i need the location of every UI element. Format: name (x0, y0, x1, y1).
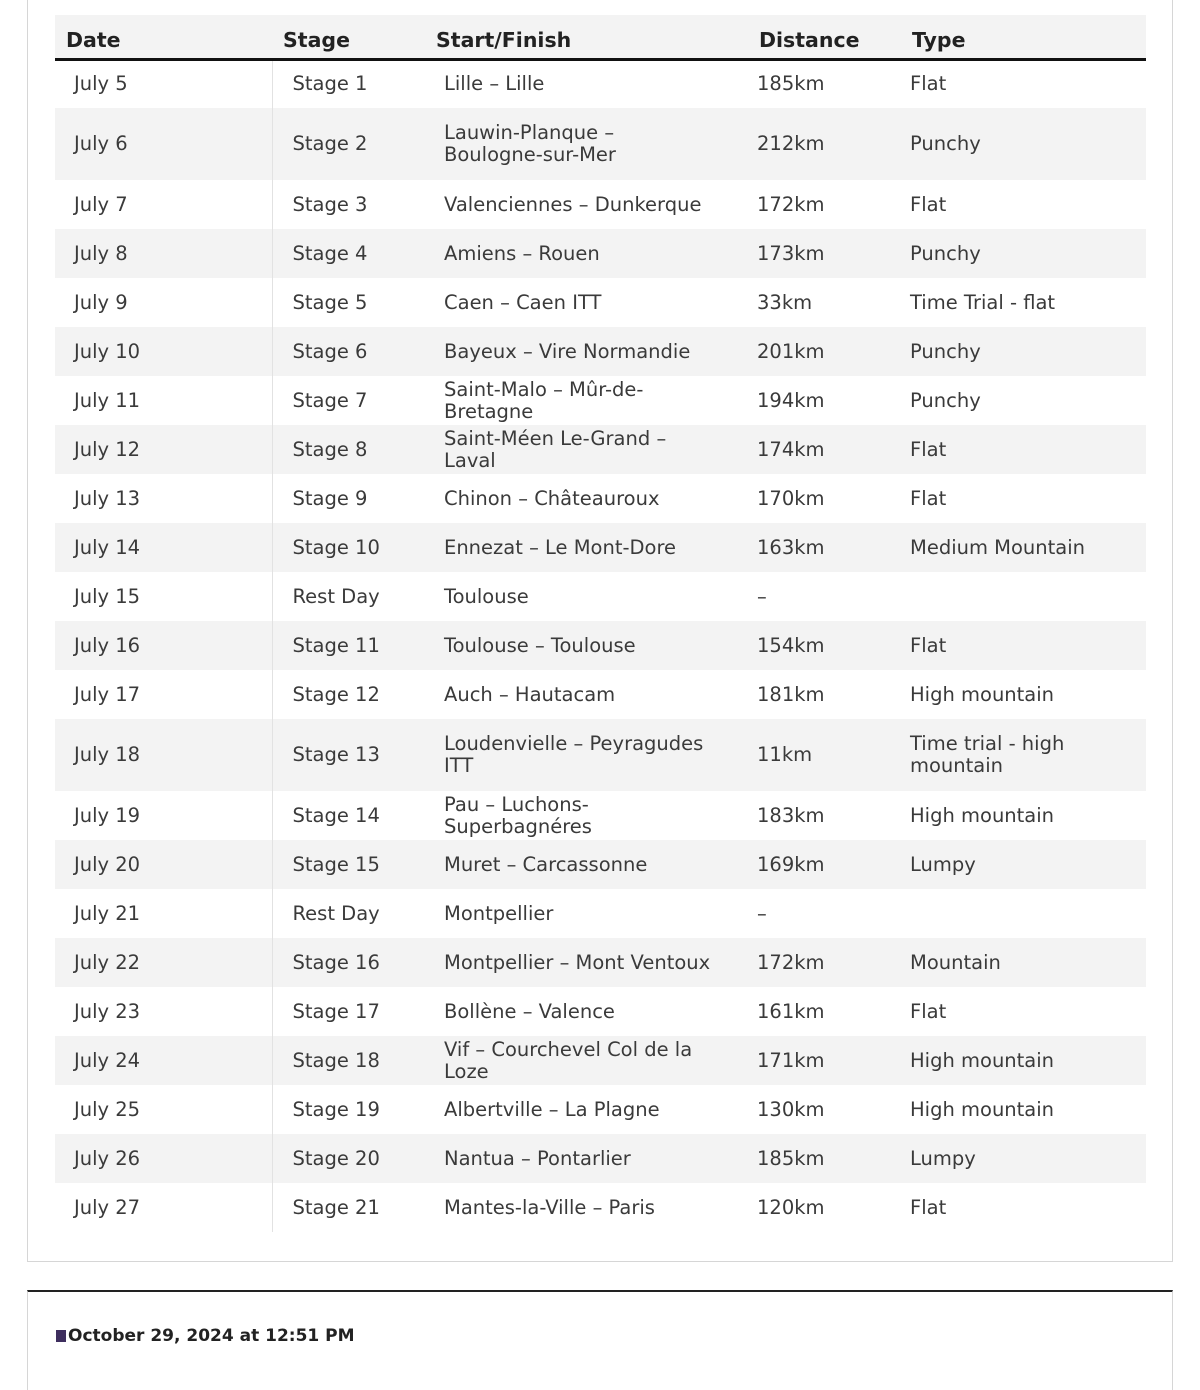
cell-date: July 20 (55, 840, 272, 889)
cell-date: July 17 (55, 670, 272, 719)
cell-date: July 19 (55, 791, 272, 840)
table-row (55, 1036, 1146, 1085)
header-date: Date (55, 15, 272, 59)
cell-type: Flat (910, 1195, 947, 1219)
cell-start-finish: Amiens – Rouen (425, 229, 748, 278)
comment-meta (56, 1326, 355, 1346)
cell-date: July 5 (55, 59, 272, 108)
cell-start-finish: Valenciennes – Dunkerque (444, 192, 702, 216)
cell-distance: 171km (748, 1036, 901, 1085)
cell-distance: 130km (757, 1097, 825, 1121)
cell-stage: Stage 5 (292, 290, 368, 314)
cell-distance: 154km (748, 621, 901, 670)
cell-type (901, 889, 1146, 938)
cell-stage: Stage 12 (292, 682, 380, 706)
cell-date: July 23 (55, 987, 272, 1036)
cell-start-finish: Vif – Courchevel Col de la Loze (425, 1036, 748, 1085)
cell-stage: Stage 17 (292, 999, 380, 1023)
cell-type: Flat (910, 999, 947, 1023)
table-row (55, 108, 1146, 180)
cell-date: July 15 (55, 572, 272, 621)
cell-stage: Stage 7 (292, 388, 368, 412)
cell-type (901, 572, 1146, 621)
cell-stage: Stage 6 (272, 327, 425, 376)
cell-type: Flat (910, 72, 947, 96)
cell-date: July 14 (55, 523, 272, 572)
cell-date: July 18 (55, 719, 272, 791)
cell-distance: 181km (757, 682, 825, 706)
cell-start-finish: Bayeux – Vire Normandie (425, 327, 748, 376)
cell-distance: 201km (748, 327, 901, 376)
table-row (55, 1134, 1146, 1183)
cell-stage: Stage 21 (292, 1195, 380, 1219)
cell-date: July 22 (55, 938, 272, 987)
cell-distance: – (757, 584, 767, 608)
cell-type: High mountain (910, 1097, 1055, 1121)
cell-start-finish: Chinon – Châteauroux (444, 486, 660, 510)
cell-date: July 8 (55, 229, 272, 278)
cell-start-finish: Lauwin-Planque – Boulogne-sur-Mer (425, 108, 748, 180)
header-type: Type (901, 15, 1146, 59)
cell-distance: 173km (748, 229, 901, 278)
table-row (55, 327, 1146, 376)
cell-stage: Stage 8 (272, 425, 425, 474)
comment-date[interactable]: October 29, 2024 at 12:51 PM (68, 1326, 355, 1346)
table-row (55, 425, 1146, 474)
cell-start-finish: Montpellier (444, 901, 554, 925)
table-row (55, 278, 1146, 327)
cell-date: July 13 (55, 474, 272, 523)
cell-start-finish: Auch – Hautacam (444, 682, 616, 706)
table-row (55, 572, 1146, 621)
cell-date: July 12 (55, 425, 272, 474)
cell-stage: Stage 11 (272, 621, 425, 670)
comment-marker-icon (56, 1330, 66, 1342)
cell-stage: Stage 2 (272, 108, 425, 180)
cell-start-finish: Montpellier – Mont Ventoux (425, 938, 748, 987)
cell-type: Lumpy (901, 1134, 1146, 1183)
cell-date: July 25 (55, 1085, 272, 1134)
cell-distance: – (757, 901, 767, 925)
cell-type: High mountain (901, 1036, 1146, 1085)
cell-stage: Stage 15 (272, 840, 425, 889)
cell-distance: 169km (748, 840, 901, 889)
cell-date: July 10 (55, 327, 272, 376)
cell-stage: Stage 20 (272, 1134, 425, 1183)
table-row (55, 474, 1146, 523)
table-body (55, 59, 1146, 1232)
table-row (55, 621, 1146, 670)
table-header-row (55, 15, 1146, 59)
cell-start-finish: Pau – Luchons-Superbagnéres (444, 792, 592, 838)
cell-type: Punchy (901, 327, 1146, 376)
table-row (55, 670, 1146, 719)
header-stage: Stage (272, 15, 425, 59)
table-row (55, 523, 1146, 572)
table-row (55, 791, 1146, 840)
cell-start-finish: Albertville – La Plagne (444, 1097, 660, 1121)
cell-type: Punchy (901, 108, 1146, 180)
cell-distance: 33km (757, 290, 813, 314)
cell-start-finish: Bollène – Valence (444, 999, 615, 1023)
cell-start-finish: Mantes-la-Ville – Paris (444, 1195, 655, 1219)
cell-date: July 6 (55, 108, 272, 180)
cell-type: High mountain (910, 803, 1055, 827)
cell-distance: 161km (757, 999, 825, 1023)
cell-distance: 172km (757, 192, 825, 216)
cell-stage: Stage 10 (272, 523, 425, 572)
cell-distance: 212km (748, 108, 901, 180)
cell-start-finish: Toulouse (444, 584, 529, 608)
cell-date: July 26 (55, 1134, 272, 1183)
table-row (55, 1085, 1146, 1134)
cell-type: Punchy (901, 229, 1146, 278)
cell-date: July 11 (55, 376, 272, 425)
header-distance: Distance (748, 15, 901, 59)
table-row (55, 719, 1146, 791)
cell-date: July 21 (55, 889, 272, 938)
cell-type: Flat (910, 486, 947, 510)
stage-schedule-table (55, 15, 1146, 1232)
cell-type: Time Trial - flat (910, 290, 1056, 314)
cell-stage: Rest Day (292, 901, 380, 925)
cell-distance: 11km (748, 719, 901, 791)
cell-type: Flat (910, 192, 947, 216)
cell-type: Flat (901, 621, 1146, 670)
table-row (55, 840, 1146, 889)
cell-date: July 7 (55, 180, 272, 229)
table-row (55, 180, 1146, 229)
cell-date: July 16 (55, 621, 272, 670)
cell-date: July 9 (55, 278, 272, 327)
cell-date: July 24 (55, 1036, 272, 1085)
cell-distance: 172km (748, 938, 901, 987)
cell-stage: Stage 3 (292, 192, 368, 216)
cell-start-finish: Ennezat – Le Mont-Dore (425, 523, 748, 572)
cell-start-finish: Lille – Lille (444, 72, 545, 96)
cell-distance: 163km (748, 523, 901, 572)
cell-distance: 183km (757, 803, 825, 827)
cell-start-finish: Nantua – Pontarlier (425, 1134, 748, 1183)
cell-type: Punchy (910, 388, 981, 412)
cell-stage: Stage 1 (292, 72, 368, 96)
table-row (55, 889, 1146, 938)
cell-distance: 170km (757, 486, 825, 510)
cell-start-finish: Loudenvielle – Peyragudes ITT (425, 719, 748, 791)
cell-start-finish: Caen – Caen ITT (444, 290, 602, 314)
cell-type: Medium Mountain (901, 523, 1146, 572)
cell-stage: Stage 16 (272, 938, 425, 987)
cell-stage: Stage 9 (292, 486, 368, 510)
cell-start-finish: Saint-Méen Le-Grand – Laval (425, 425, 748, 474)
cell-distance: 194km (757, 388, 825, 412)
cell-distance: 185km (757, 72, 825, 96)
cell-stage: Stage 13 (272, 719, 425, 791)
cell-type: Lumpy (901, 840, 1146, 889)
cell-date: July 27 (55, 1183, 272, 1232)
cell-type: Time trial - high mountain (901, 719, 1146, 791)
table-row (55, 1183, 1146, 1232)
table-row (55, 229, 1146, 278)
cell-start-finish: Saint-Malo – Mûr-de-Bretagne (444, 377, 644, 423)
cell-distance: 174km (748, 425, 901, 474)
cell-type: Mountain (901, 938, 1146, 987)
cell-stage: Stage 18 (272, 1036, 425, 1085)
table-row (55, 376, 1146, 425)
cell-distance: 120km (757, 1195, 825, 1219)
comment-box (27, 1290, 1173, 1390)
cell-type: Flat (901, 425, 1146, 474)
cell-stage: Stage 19 (292, 1097, 380, 1121)
table-row (55, 987, 1146, 1036)
cell-distance: 185km (748, 1134, 901, 1183)
table-row (55, 938, 1146, 987)
cell-type: High mountain (910, 682, 1055, 706)
header-start-finish: Start/Finish (425, 15, 748, 59)
cell-stage: Stage 14 (292, 803, 380, 827)
table-row (55, 59, 1146, 108)
cell-start-finish: Toulouse – Toulouse (425, 621, 748, 670)
cell-stage: Stage 4 (272, 229, 425, 278)
cell-stage: Rest Day (292, 584, 380, 608)
cell-start-finish: Muret – Carcassonne (425, 840, 748, 889)
